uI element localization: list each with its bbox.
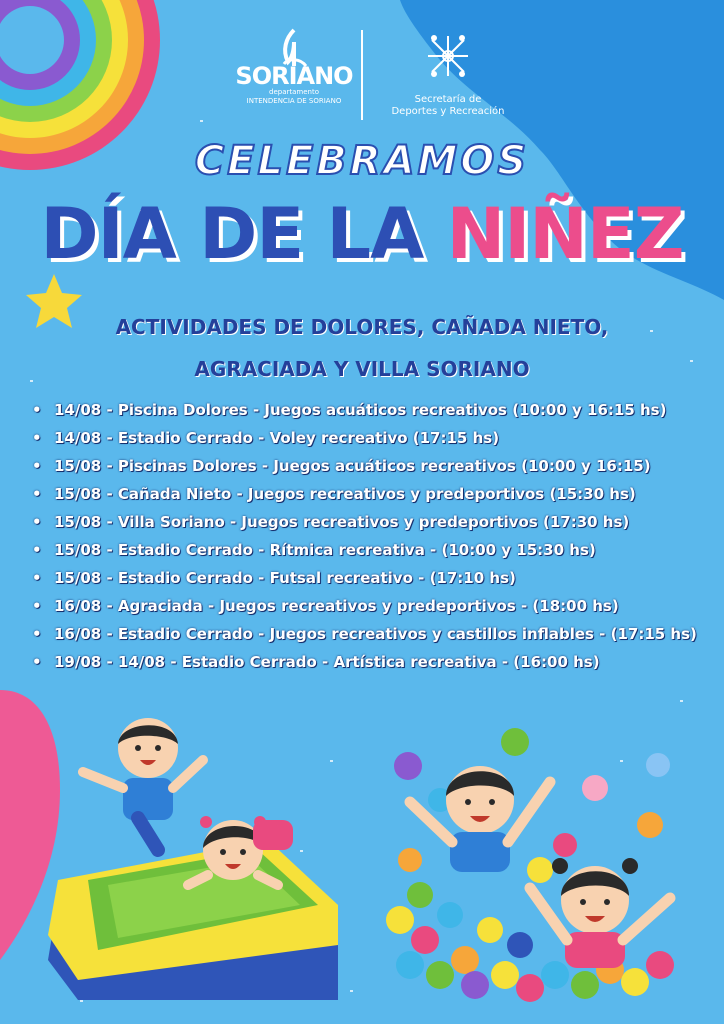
- sports-emblem-icon: [418, 28, 478, 84]
- logo-divider: [361, 30, 363, 120]
- ball-pit-illustration: [380, 720, 700, 1010]
- activity-item: • 15/08 - Estadio Cerrado - Futsal recreativo - (17:10 hs): [54, 564, 714, 592]
- celebramos-heading: CELEBRAMOS: [194, 138, 530, 184]
- activity-item: • 15/08 - Piscinas Dolores - Juegos acuáticos recreativos (10:00 y 16:15): [54, 452, 714, 480]
- bounce-castle-illustration: [38, 710, 348, 1010]
- activity-item: • 16/08 - Estadio Cerrado - Juegos recreativos y castillos inflables - (17:15 hs): [54, 620, 714, 648]
- subtitle-line2: AGRACIADA Y VILLA SORIANO: [194, 357, 530, 381]
- subtitle-line1: ACTIVIDADES DE DOLORES, CAÑADA NIETO,: [115, 315, 609, 339]
- soriano-logo-sub2: INTENDENCIA DE SORIANO: [246, 97, 342, 105]
- secretaria-line2: Deportes y Recreación: [391, 106, 505, 117]
- soriano-logo: [234, 28, 354, 106]
- secretaria-line1: Secretaría de: [414, 94, 482, 105]
- subtitle: [0, 306, 724, 390]
- activity-item: • 15/08 - Cañada Nieto - Juegos recreativos y predeportivos (15:30 hs): [54, 480, 714, 508]
- activities-list: [24, 396, 714, 676]
- activity-item: • 15/08 - Estadio Cerrado - Rítmica recreativa - (10:00 y 15:30 hs): [54, 536, 714, 564]
- activity-item: • 19/08 - 14/08 - Estadio Cerrado - Artística recreativa - (16:00 hs): [54, 648, 714, 676]
- title-part-dia-de-la: DÍA DE LA: [40, 193, 424, 275]
- activity-item: • 14/08 - Estadio Cerrado - Voley recreativo (17:15 hs): [54, 424, 714, 452]
- soriano-logo-text: SORIANO: [235, 62, 353, 90]
- activity-item: • 14/08 - Piscina Dolores - Juegos acuáticos recreativos (10:00 y 16:15 hs): [54, 396, 714, 424]
- main-title: [0, 194, 724, 274]
- secretaria-logo: [388, 28, 508, 118]
- title-part-ninez: NIÑEZ: [446, 193, 684, 275]
- soriano-logo-sub1: departamento: [269, 88, 319, 96]
- activity-item: • 16/08 - Agraciada - Juegos recreativos y predeportivos - (18:00 hs): [54, 592, 714, 620]
- activity-item: • 15/08 - Villa Soriano - Juegos recreativos y predeportivos (17:30 hs): [54, 508, 714, 536]
- soriano-logo-mark-icon: [276, 28, 312, 68]
